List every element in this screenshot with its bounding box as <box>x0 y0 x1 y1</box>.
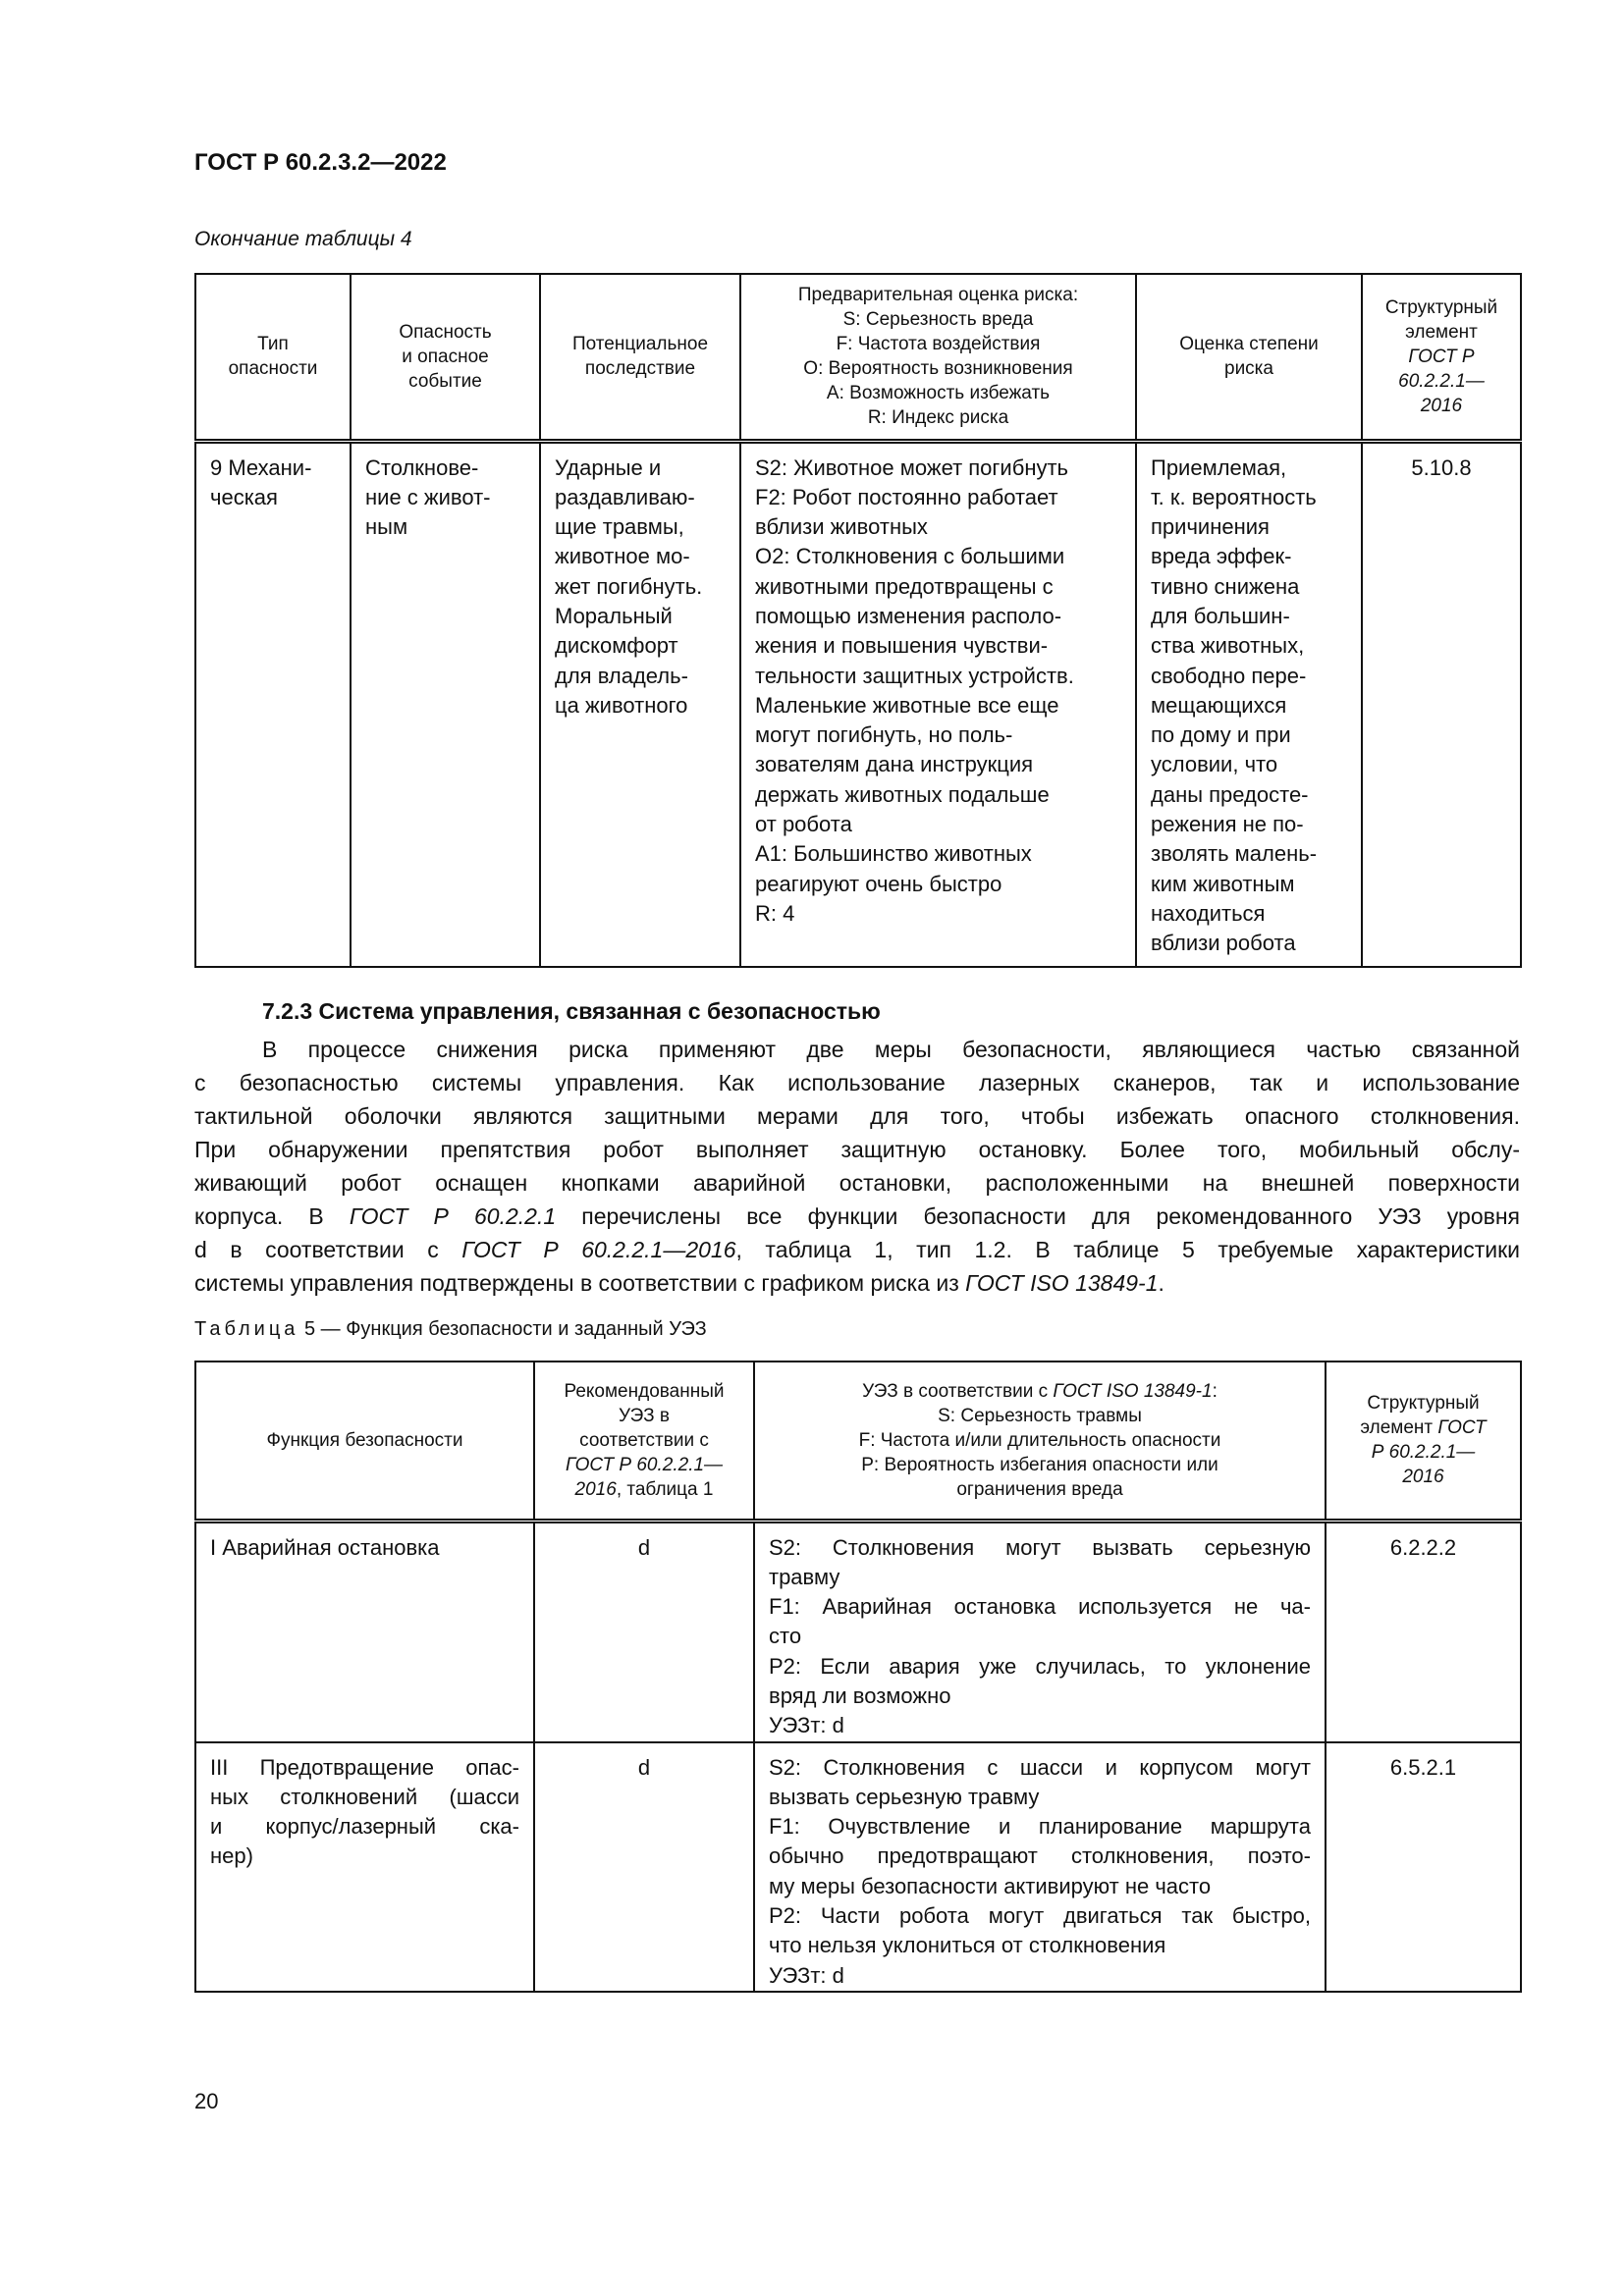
header-prelim-risk <box>740 274 1136 441</box>
cell-text-line: Моральный <box>555 603 673 628</box>
cell-text-line: S2: Столкновения могут вызвать серьезную <box>769 1534 1311 1560</box>
cell-pl-iso <box>754 1742 1326 1992</box>
table-5 <box>194 1361 1522 1993</box>
header-safety-function: Функция безопасности <box>195 1362 534 1521</box>
cell-text-line: Приемлемая, <box>1151 454 1287 480</box>
section-paragraph <box>194 1033 1520 1300</box>
cell-text-line: режения не по- <box>1151 812 1304 837</box>
cell-text-line: обычно предотвращают столкновения, поэто- <box>769 1843 1311 1869</box>
cell-text-line: F2: Робот постоянно работает <box>755 484 1058 509</box>
cell-text-line: S2: Животное может погибнуть <box>755 454 1069 480</box>
cell-text-line: УЭЗт: d <box>769 1713 844 1738</box>
cell-text-line: III Предотвращение опас- <box>210 1754 519 1780</box>
cell-text-line: животное мо- <box>555 544 690 569</box>
cell-text-line: событие <box>408 370 482 392</box>
header-structural-element: Структурный элемент ГОСТ Р 60.2.2.1— 2016 <box>1362 274 1521 441</box>
cell-text-line: F1: Очувствление и планирование маршрута <box>769 1814 1311 1840</box>
cell-text-line: Тип <box>257 334 289 355</box>
cell-text-line: A1: Большинство животных <box>755 841 1032 867</box>
cell-hazard-event <box>351 441 540 967</box>
cell-text-line: от робота <box>755 812 852 837</box>
cell-text-line: Маленькие животные все еще <box>755 692 1059 718</box>
paragraph-line: с безопасностью системы управления. Как использование лазерных сканеров, так и использование <box>194 1070 1520 1095</box>
cell-text-line: F1: Аварийная остановка используется не ча- <box>769 1594 1311 1620</box>
cell-text-line: ства животных, <box>1151 633 1305 659</box>
cell-text-line: УЭЗт: d <box>769 1962 844 1988</box>
cell-text-line: вряд ли возможно <box>769 1682 951 1708</box>
cell-text-line: ным <box>365 514 408 540</box>
cell-text-line: животными предотвращены с <box>755 573 1054 599</box>
cell-safety-function <box>195 1742 534 1992</box>
cell-text-line: по дому и при <box>1151 722 1291 748</box>
cell-text-line: травму <box>769 1564 840 1589</box>
cell-text-line: могут погибнуть, но поль- <box>755 722 1013 748</box>
cell-text-line: O: Вероятность возникновения <box>803 358 1073 380</box>
cell-text-line: мещающихся <box>1151 692 1287 718</box>
cell-text-line: последствие <box>584 358 696 380</box>
cell-text-line: S2: Столкновения с шасси и корпусом могут <box>769 1754 1311 1780</box>
cell-text-line: Потенциальное <box>571 334 709 355</box>
header-pl-iso: УЭЗ в соответствии с ГОСТ ISO 13849-1: S: Серьезность травмы F: Частота и/или длительность опасности P: Вероятность избегания опасности или ограничения вреда <box>754 1362 1326 1521</box>
cell-text-line: ца животного <box>555 692 688 718</box>
reference-link: ГОСТ Р 60.2.2.1—2016 <box>461 1237 736 1262</box>
cell-text-line: причинения <box>1151 514 1270 540</box>
cell-text-line: R: 4 <box>755 900 795 926</box>
paragraph-line: При обнаружении препятствия робот выполняет защитную остановку. Более того, мобильный обслу- <box>194 1137 1520 1162</box>
cell-text-line: вызвать серьезную травму <box>769 1784 1040 1809</box>
cell-text-line: зволять малень- <box>1151 841 1318 867</box>
table4-caption: Окончание таблицы 4 <box>194 228 412 250</box>
cell-text-line: даны предосте- <box>1151 781 1309 807</box>
cell-text-line: вблизи робота <box>1151 931 1296 956</box>
cell-text-line: свободно пере- <box>1151 663 1307 688</box>
page-number: 20 <box>194 2089 219 2113</box>
cell-text-line: R: Индекс риска <box>867 407 1009 429</box>
cell-text-line: помощью изменения располо- <box>755 603 1062 628</box>
reference-link: ГОСТ Р 60.2.2.1 <box>349 1203 557 1229</box>
header-hazard-type <box>195 274 351 441</box>
cell-text-line: для владель- <box>555 663 688 688</box>
table-header-row <box>195 274 1521 441</box>
paragraph-line: d в соответствии с ГОСТ Р 60.2.2.1—2016, таблица 1, тип 1.2. В таблице 5 требуемые характеристики <box>194 1237 1520 1262</box>
cell-text-line: 5.10.8 <box>1411 454 1472 480</box>
cell-text-line: ческая <box>210 484 278 509</box>
header-structural-element: Структурный элемент ГОСТ Р 60.2.2.1— 2016 <box>1326 1362 1521 1521</box>
cell-text-line: Оценка степени <box>1179 334 1319 355</box>
cell-text-line: му меры безопасности активируют не часто <box>769 1873 1212 1898</box>
cell-text-line: жения и повышения чувстви- <box>755 633 1049 659</box>
table-4 <box>194 273 1522 968</box>
cell-consequence <box>540 441 740 967</box>
cell-text-line: Опасность <box>399 321 492 343</box>
table-row <box>195 1742 1521 1992</box>
cell-text-line: держать животных подальше <box>755 781 1050 807</box>
cell-text-line: жет погибнуть. <box>555 573 703 599</box>
cell-text-line: для большин- <box>1151 603 1290 628</box>
cell-text-line: 6.5.2.1 <box>1389 1754 1457 1780</box>
cell-text-line: ние с живот- <box>365 484 491 509</box>
cell-text-line: O2: Столкновения с большими <box>755 544 1065 569</box>
table-row <box>195 1521 1521 1742</box>
cell-text-line: риска <box>1224 358 1273 380</box>
cell-text-line: щие травмы, <box>555 514 684 540</box>
cell-text-line: т. к. вероятность <box>1151 484 1317 509</box>
cell-text-line: тивно снижена <box>1151 573 1300 599</box>
cell-pl-iso <box>754 1521 1326 1742</box>
cell-structural-element <box>1326 1742 1521 1992</box>
cell-text-line: что нельзя уклониться от столкновения <box>769 1933 1166 1958</box>
cell-text-line: условии, что <box>1151 752 1278 777</box>
cell-recommended-pl <box>534 1742 754 1992</box>
cell-text-line: I Аварийная остановка <box>210 1534 440 1560</box>
cell-text-line: сто <box>769 1624 802 1649</box>
table-header-row <box>195 1362 1521 1521</box>
cell-text-line: d <box>637 1534 651 1560</box>
cell-text-line: P2: Если авария уже случилась, то уклонение <box>769 1653 1311 1679</box>
cell-text-line: d <box>637 1754 651 1780</box>
cell-prelim-risk <box>740 441 1136 967</box>
cell-text-line: 9 Механи- <box>210 454 312 480</box>
cell-text-line: раздавливаю- <box>555 484 695 509</box>
document-title: ГОСТ Р 60.2.3.2—2022 <box>194 149 447 176</box>
paragraph-line: В процессе снижения риска применяют две меры безопасности, являющиеся частью связанной <box>262 1037 1520 1062</box>
paragraph-line: системы управления подтверждены в соответствии с графиком риска из ГОСТ ISO 13849-1. <box>194 1270 1164 1296</box>
header-recommended-pl: Рекомендованный УЭЗ в соответствии с ГОСТ Р 60.2.2.1— 2016, таблица 1 <box>534 1362 754 1521</box>
cell-text-line: и опасное <box>402 346 489 367</box>
header-consequence <box>540 274 740 441</box>
cell-text-line: нер) <box>210 1843 253 1869</box>
cell-text-line: F: Частота воздействия <box>836 334 1041 355</box>
table5-caption: Таблица 5 — Функция безопасности и заданный УЭЗ <box>194 1318 707 1340</box>
paragraph-line: живающий робот оснащен кнопками аварийной остановки, расположенными на внешней поверхности <box>194 1170 1520 1196</box>
paragraph-line: корпуса. В ГОСТ Р 60.2.2.1 перечислены все функции безопасности для рекомендованного УЭЗ уровня <box>194 1203 1520 1229</box>
cell-structural-element <box>1362 441 1521 967</box>
cell-recommended-pl <box>534 1521 754 1742</box>
cell-text-line: A: Возможность избежать <box>826 383 1051 404</box>
cell-safety-function <box>195 1521 534 1742</box>
paragraph-line: тактильной оболочки являются защитными мерами для того, чтобы избежать опасного столкновения. <box>194 1103 1520 1129</box>
cell-text-line: дискомфорт <box>555 633 678 659</box>
cell-text-line: Ударные и <box>555 454 662 480</box>
cell-text-line: ных столкновений (шасси <box>210 1784 519 1809</box>
cell-text-line: тельности защитных устройств. <box>755 663 1074 688</box>
header-risk-assessment <box>1136 274 1362 441</box>
cell-text-line: Предварительная оценка риска: <box>797 285 1079 306</box>
reference-link: ГОСТ ISO 13849-1 <box>965 1270 1159 1296</box>
cell-text-line: зователям дана инструкция <box>755 752 1034 777</box>
cell-structural-element <box>1326 1521 1521 1742</box>
cell-text-line: Столкнове- <box>365 454 479 480</box>
cell-risk-assessment <box>1136 441 1362 967</box>
cell-text-line: ким животным <box>1151 871 1295 896</box>
header-hazard-event <box>351 274 540 441</box>
cell-text-line: S: Серьезность вреда <box>842 309 1034 331</box>
cell-text-line: вреда эффек- <box>1151 544 1292 569</box>
cell-text-line: и корпус/лазерный ска- <box>210 1814 519 1840</box>
cell-hazard-type <box>195 441 351 967</box>
cell-text-line: реагируют очень быстро <box>755 871 1002 896</box>
table-row <box>195 441 1521 967</box>
cell-text-line: 6.2.2.2 <box>1389 1534 1457 1560</box>
cell-text-line: находиться <box>1151 900 1266 926</box>
section-heading: 7.2.3 Система управления, связанная с безопасностью <box>262 998 881 1024</box>
cell-text-line: опасности <box>228 358 318 380</box>
cell-text-line: вблизи животных <box>755 514 928 540</box>
cell-text-line: P2: Части робота могут двигаться так быстро, <box>769 1903 1311 1929</box>
